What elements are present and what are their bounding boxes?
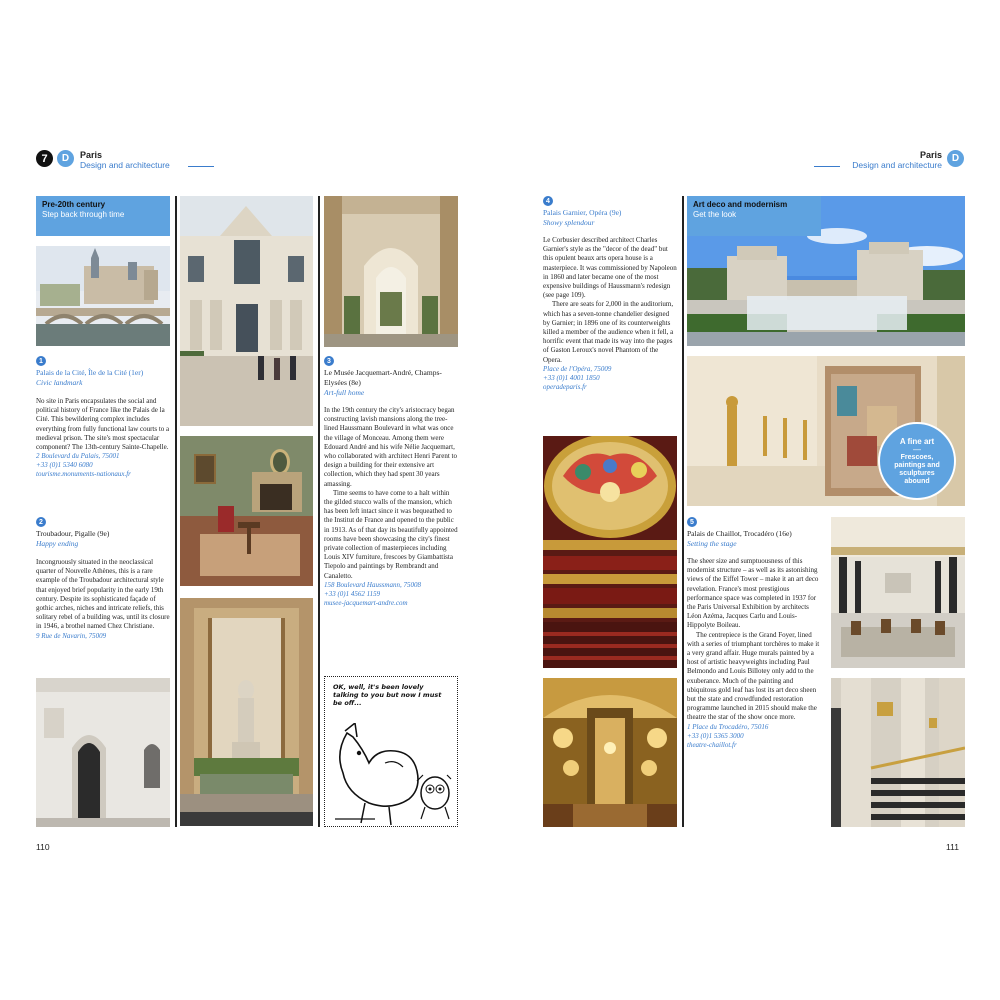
entry-4 (543, 208, 677, 392)
entry-3-venue: Le Musée Jacquemart-André, Champs-Elysées (8e) (324, 368, 442, 387)
entry-1-phone: +33 (0)1 5340 6080 (36, 461, 93, 470)
entry-2 (36, 529, 170, 641)
entry-4-tagline: Showy splendour (543, 218, 595, 227)
entry-3-web: musee-jacquemart-andre.com (324, 598, 408, 607)
entry-number-3: 3 (324, 356, 334, 366)
entry-5-phone: +33 (0)1 5365 3000 (687, 731, 744, 740)
comic-speech-text: OK, well, it's been lovely talking to you but now I must be off... (333, 683, 442, 707)
header-city-right: Paris (919, 150, 942, 160)
section-box-art-deco (687, 196, 821, 236)
photo-chaillot-stairs (831, 678, 965, 827)
entry-4-venue: Palais Garnier, Opéra (9e) (543, 208, 622, 217)
entry-5-body1: The sheer size and sumptuousness of this modernist structure – as well as its astonishing views of the Eiffel Tower – make it an art deco revelation. France's most prestigious performance space was completed in 1937 for the Paris Universal Exhibition by architects Léon Azéma, Jacques Carlu and Louis-Hippolyte Boileau. (687, 557, 819, 630)
entry-number-2: 2 (36, 517, 46, 527)
entry-1-address: 2 Boulevard du Palais, 75001 (36, 452, 120, 461)
section-subtitle: Step back through time (42, 210, 125, 219)
header-rule (188, 166, 214, 167)
callout-bubble-fine-art (878, 422, 956, 500)
entry-4-web: operadeparis.fr (543, 382, 587, 391)
column-rule-mid (318, 196, 320, 827)
section-box-pre20 (36, 196, 170, 236)
section-letter: D (61, 153, 70, 164)
bubble-subtitle: Frescoes, paintings and sculptures abound (894, 453, 940, 485)
photo-opera-ceiling (543, 436, 677, 668)
chapter-number-badge (36, 150, 53, 167)
entry-number-4: 4 (543, 196, 553, 206)
entry-number-5: 5 (687, 517, 697, 527)
entry-4-body1: Le Corbusier described architect Charles Garnier's style as the "decor of the dead" but this opulent beaux arts opera house is a masterpiece. It was commissioned by Napoleon in 1860 and later became one of the most expensive buildings of Haussmann's redesign (see page 109). (543, 236, 677, 300)
page-number-right: 111 (946, 842, 959, 852)
entry-5 (687, 529, 821, 750)
entry-1-tagline: Civic landmark (36, 378, 83, 387)
header-city: Paris (80, 150, 103, 160)
section-subtitle-right: Get the look (693, 210, 737, 219)
entry-number-1: 1 (36, 356, 46, 366)
entry-1-body: No site in Paris encapsulates the social and political history of France like the Palais de la Cité. This bewildering complex includes everything from fully functional law courts to a medieval prison. The site's most spectacular component? The 13th-century Sainte-Chapelle. (36, 397, 170, 452)
header-section-right: Design and architecture (852, 160, 942, 170)
entry-3-body1: In the 19th century the city's aristocracy began constructing lavish mansions along the tree-lined Haussmann Boulevard in what was once the village of Monceau. Among them were Edouard André and his wife Nélie Jacquemart, who collaborated with architect Henri Parent to design a building for their extensive art collection, which they had spent 30 years amassing. (324, 406, 457, 488)
photo-courtyard-arches (324, 196, 458, 347)
entry-5-tagline: Setting the stage (687, 539, 737, 548)
entry-1 (36, 368, 170, 479)
column-rule-left (175, 196, 177, 827)
bubble-title: A fine art (899, 436, 935, 446)
column-rule-right (682, 196, 684, 827)
photo-mansion-facade (180, 196, 313, 426)
entry-4-phone: +33 (0)1 4001 1850 (543, 373, 600, 382)
section-letter-badge-right (947, 150, 964, 167)
photo-sculpture-hall (180, 598, 313, 826)
header-section: Design and architecture (80, 160, 170, 170)
entry-5-venue: Palais de Chaillot, Trocadéro (16e) (687, 529, 792, 538)
photo-chaillot-cafe (831, 517, 965, 668)
comic-illustration (324, 676, 458, 827)
section-letter-badge (57, 150, 74, 167)
kangaroo-drawing (325, 723, 458, 827)
photo-palais-cite (36, 246, 170, 346)
entry-5-body2: The centrepiece is the Grand Foyer, lined with a series of triumphant torchères to make it a very grand affair. Huge murals painted by a host of artistic heavyweights including Paul Belmondo and Louis Billotey only add to the exuberance. Much of the painting and ubiquitous gold leaf has lost its art deco sheen but the state and crowdfunded restoration programme launched in 2015 should make the theatre the star of the show once more. (687, 630, 820, 722)
entry-3-phone: +33 (0)1 4562 1159 (324, 589, 381, 598)
photo-grand-foyer-opera (543, 678, 677, 827)
bubble-dash: — (913, 444, 921, 454)
entry-3-tagline: Art-full home (324, 388, 365, 397)
photo-troubadour (36, 678, 170, 827)
section-title-right: Art deco and modernism (693, 200, 788, 209)
page-number-left: 110 (36, 842, 50, 852)
photo-salon-interior (180, 436, 313, 586)
entry-3-body2: Time seems to have come to a halt within the gilded stucco walls of the mansion, which has been left intact since it was bequeathed to the Institut de France and opened to the public in 1913. As of that day its beautifully appointed rooms have been showcasing the city's finest private collection of masterpieces including Louis XIV furniture, frescoes by Giambattista Tiepolo and paintings by Rembrandt and Canaletto. (324, 488, 458, 580)
chapter-number: 7 (41, 152, 48, 165)
entry-2-address: 9 Rue de Navarin, 75009 (36, 631, 107, 640)
entry-4-body2: There are seats for 2,000 in the auditorium, which has a seven-tonne chandelier designed by Garnier; in 1896 one of its counterweights killed a member of the audience when it fell, a horrific event that made its way into the pages of Gaston Leroux's novel Phantom of the Opera. (543, 300, 674, 364)
entry-2-tagline: Happy ending (36, 539, 79, 548)
entry-5-web: theatre-chaillot.fr (687, 740, 737, 749)
section-letter-right: D (951, 153, 960, 164)
entry-5-address: 1 Place du Trocadéro, 75016 (687, 722, 769, 731)
entry-1-venue: Palais de la Cité, Île de la Cité (1er) (36, 368, 144, 377)
entry-2-body: Incongruously situated in the neoclassical quarter of Nouvelle Athènes, this is a rare example of the Troubadour architectural style that enjoyed brief popularity in the early 19th century. Despite its sophisticated façade of gothic arches, niches and intricate reliefs, this solitary rebel of a building was, until its closure in 1946, a brothel named Chez Christiane. (36, 558, 170, 631)
section-title: Pre-20th century (42, 200, 106, 209)
entry-2-venue: Troubadour, Pigalle (9e) (36, 529, 110, 538)
entry-3 (324, 368, 458, 608)
entry-1-web: tourisme.monuments-nationaux.fr (36, 470, 131, 479)
entry-3-address: 158 Boulevard Haussmann, 75008 (324, 580, 421, 589)
entry-4-address: Place de l'Opéra, 75009 (543, 364, 612, 373)
